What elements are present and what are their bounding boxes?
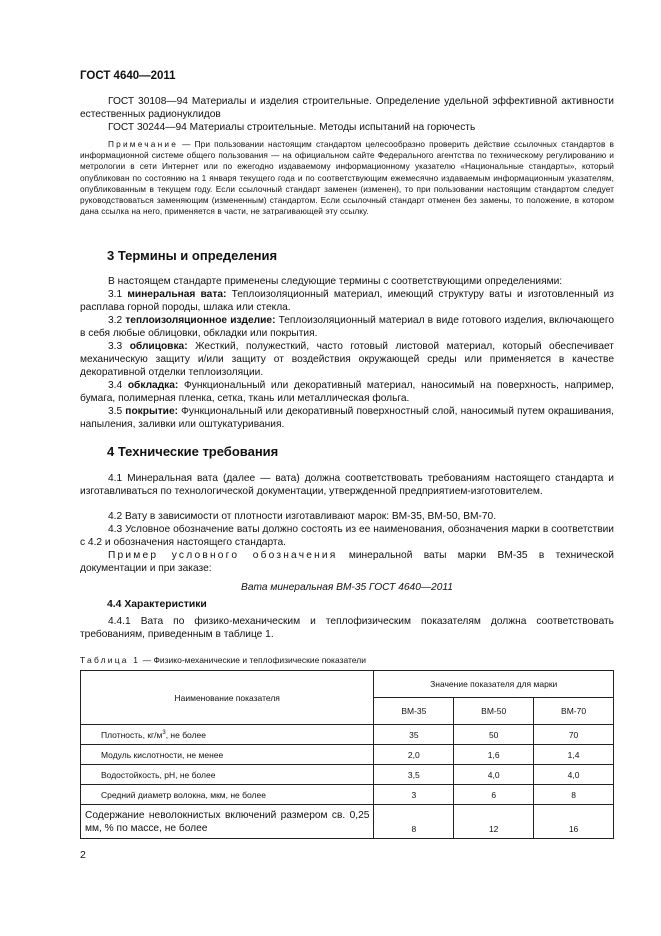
value-cell: 8 [374, 805, 454, 839]
page-number: 2 [80, 849, 86, 861]
section-4-title: 4 Технические требования [107, 444, 279, 459]
table-row [81, 805, 614, 839]
column-header-mark: ВМ-35 [374, 698, 454, 725]
table-caption-label: Таблица 1 [80, 655, 141, 665]
value-cell: 35 [374, 725, 454, 745]
table-caption: Таблица 1 — Физико-механические и теплофизические показатели [80, 655, 366, 665]
term-name: обкладка: [127, 380, 179, 391]
term-definition: Функциональный или декоративный материал, наносимый на поверхность, например, бумага, полимерная пленка, сетка, ткань или металлическая фольга. [80, 380, 614, 404]
section-3-title: 3 Термины и определения [107, 248, 278, 263]
value-cell: 3,5 [374, 765, 454, 785]
table-row [81, 765, 614, 785]
paragraph-4-2: 4.2 Вату в зависимости от плотности изготавливают марок: ВМ-35, ВМ-50, ВМ-70. [108, 511, 497, 522]
table-row [81, 785, 614, 805]
row-name-cell: Средний диаметр волокна, мкм, не более [81, 785, 374, 805]
reference-item: ГОСТ 30244—94 Материалы строительные. Методы испытаний на горючесть [108, 122, 476, 133]
row-name-cell: Водостойкость, pH, не более [81, 765, 374, 785]
term-name: покрытие: [125, 406, 179, 417]
paragraph-4-3: 4.3 Условное обозначение ваты должно состоять из ее наименования, обозначения марки в соответствии с 4.2 и обозначения настоящего стандарта. [80, 524, 614, 548]
value-cell: 1,4 [534, 745, 614, 765]
column-header-group: Значение показателя для марки [374, 671, 614, 698]
term-3-4: 3.4 обкладка: Функциональный или декоративный материал, наносимый на поверхность, например, бумага, полимерная пленка, сетка, ткань или металлическая фольга. [80, 380, 614, 404]
term-3-5: 3.5 покрытие: Функциональный или декоративный поверхностный слой, наносимый путем окрашивания, напыления, заливки или оштукатуривания. [80, 406, 614, 430]
note-text: — При пользовании настоящим стандартом целесообразно проверить действие ссылочных стандартов в информационной системе общего пользования — на официальном сайте Федерального агентства по техническому регулированию и метрологии в сети Интернет или по ежегодно издаваемому информационному указателю «Национальные стандарты», который опубликован по состоянию на 1 января текущего года и по соответствующим ежемесячно издаваемым информационным указателям, опубликованным в текущем году. Если ссылочный стандарт заменен (изменен), то при пользовании настоящим стандартом следует руководствоваться заменяющим (измененным) стандартом. Если ссылочный стандарт отменен без замены, то положение, в котором дана ссылка на него, применяется в части, не затрагивающей эту ссылку. [80, 139, 614, 217]
value-cell: 2,0 [374, 745, 454, 765]
section-3-intro: В настоящем стандарте применены следующие термины с соответствующими определениями: [108, 276, 563, 287]
value-cell: 6 [454, 785, 534, 805]
subsection-4-4-title: 4.4 Характеристики [107, 599, 207, 610]
paragraph-4-4-1: 4.4.1 Вата по физико-механическим и теплофизическим показателям должна соответствовать требованиям, приведенным в таблице 1. [80, 616, 614, 640]
example-label: Пример условного обозначения [108, 550, 338, 561]
example-paragraph: Пример условного обозначения минеральной ваты марки ВМ-35 в технической документации и при заказе: [80, 550, 614, 574]
document-header: ГОСТ 4640—2011 [80, 70, 176, 82]
term-name: облицовка: [129, 341, 188, 352]
value-cell: 50 [454, 725, 534, 745]
term-name: теплоизоляционное изделие: [125, 315, 276, 326]
value-cell: 8 [534, 785, 614, 805]
table-row [81, 725, 614, 745]
column-header-name: Наименование показателя [81, 671, 374, 725]
row-name-cell: Модуль кислотности, не менее [81, 745, 374, 765]
note-block [80, 139, 614, 217]
term-3-1: 3.1 минеральная вата: Теплоизоляционный материал, имеющий структуру ваты и изготовленный из расплава горной породы, шлака или стекла. [80, 289, 614, 313]
column-header-mark: ВМ-70 [534, 698, 614, 725]
row-name-cell: Плотность, $кг/м^3$, не более [81, 725, 374, 745]
value-cell: 16 [534, 805, 614, 839]
note-label: Примечание [108, 139, 179, 149]
value-cell: 4,0 [534, 765, 614, 785]
value-cell: 12 [454, 805, 534, 839]
value-cell: 1,6 [454, 745, 534, 765]
term-name: минеральная вата: [127, 289, 227, 300]
row-name-cell: Содержание неволокнистых включений размером св. 0,25 мм, % по массе, не более [81, 805, 374, 839]
characteristics-table [80, 670, 614, 839]
value-cell: 70 [534, 725, 614, 745]
paragraph-4-1: 4.1 Минеральная вата (далее — вата) должна соответствовать требованиям настоящего стандарта и изготавливаться по технологической документации, утвержденной предприятием-изготовителем. [80, 473, 614, 497]
term-definition: Жесткий, полужесткий, часто готовый листовой материал, который обеспечивает механическую защиту и/или защиту от воздействия окружающей среды или применяется в качестве декоративной отделки теплоизоляции. [80, 341, 614, 378]
table-row [81, 745, 614, 765]
column-header-mark: ВМ-50 [454, 698, 534, 725]
example-designation: Вата минеральная ВМ-35 ГОСТ 4640—2011 [241, 582, 453, 593]
term-3-2: 3.2 теплоизоляционное изделие: Теплоизоляционный материал в виде готового изделия, включающего в себя любые облицовки, обкладки или покрытия. [80, 315, 614, 339]
reference-item: ГОСТ 30108—94 Материалы и изделия строительные. Определение удельной эффективной активности естественных радионуклидов [80, 96, 614, 120]
term-definition: Функциональный или декоративный поверхностный слой, наносимый путем окрашивания, напыления, заливки или оштукатуривания. [80, 406, 614, 430]
term-definition: Теплоизоляционный материал, имеющий структуру ваты и изготовленный из расплава горной породы, шлака или стекла. [80, 289, 614, 313]
term-3-3: 3.3 облицовка: Жесткий, полужесткий, часто готовый листовой материал, который обеспечивает механическую защиту и/или защиту от воздействия окружающей среды или применяется в качестве декоративной отделки теплоизоляции. [80, 341, 614, 378]
value-cell: 4,0 [454, 765, 534, 785]
term-definition: Теплоизоляционный материал в виде готового изделия, включающего в себя любые облицовки, обкладки или покрытия. [80, 315, 614, 339]
value-cell: 3 [374, 785, 454, 805]
